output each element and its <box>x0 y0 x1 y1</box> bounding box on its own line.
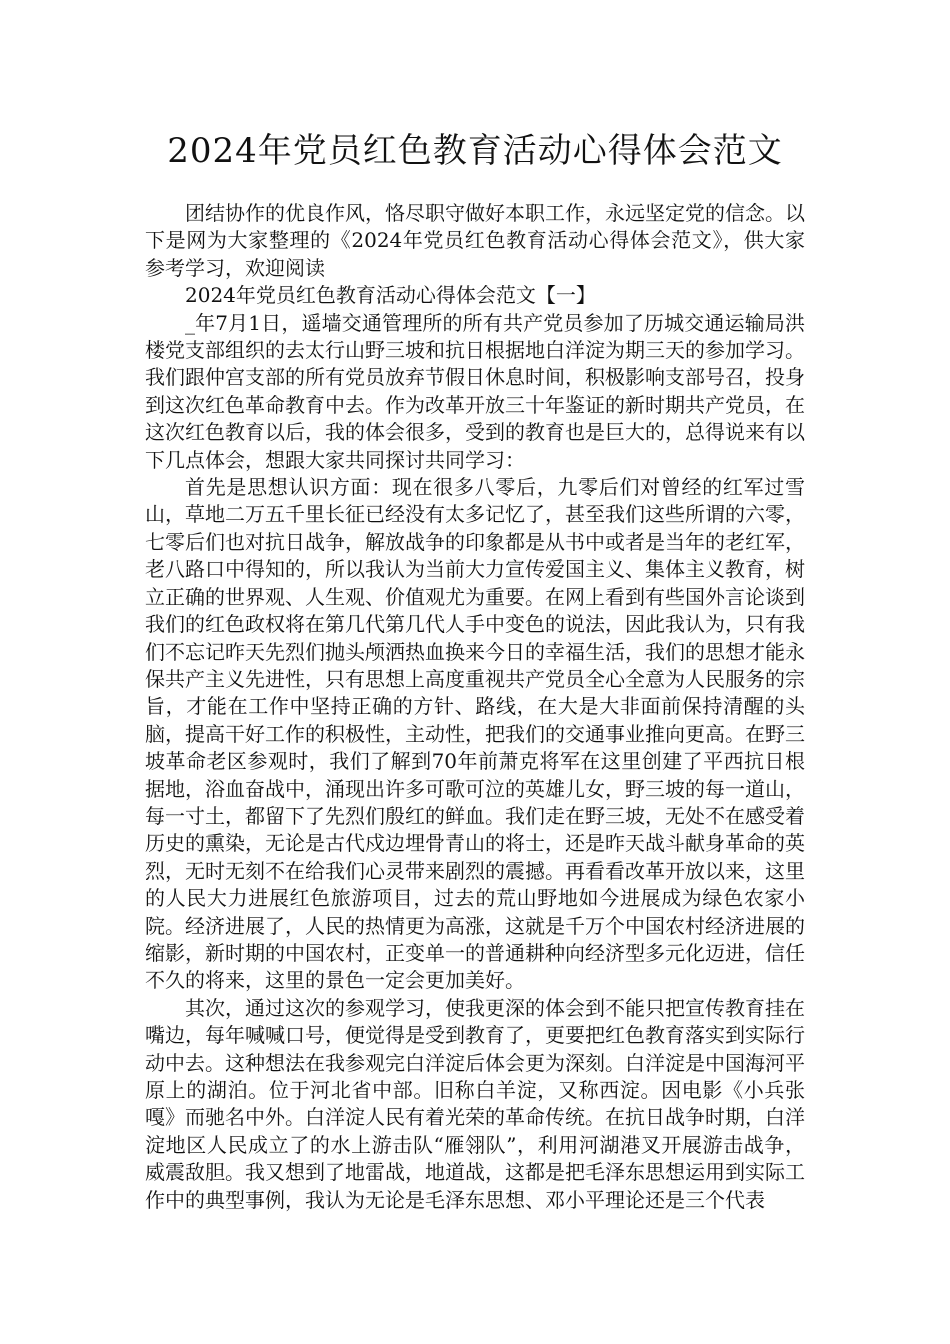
intro-paragraph: 团结协作的优良作风，恪尽职守做好本职工作，永远坚定党的信念。以下是网为大家整理的《2024年党员红色教育活动心得体会范文》，供大家参考学习，欢迎阅读 <box>145 201 805 280</box>
body-paragraph-3: 其次，通过这次的参观学习，使我更深的体会到不能只把宣传教育挂在嘴边，每年喊喊口号，便觉得是受到教育了，更要把红色教育落实到实际行动中去。这种想法在我参观完白洋淀后体会更为深刻。白洋淀是中国海河平原上的湖泊。位于河北省中部。旧称白羊淀，又称西淀。因电影《小兵张嘎》而驰名中外。白洋淀人民有着光荣的革命传统。在抗日战争时期，白洋淀地区人民成立了的水上游击队“雁翎队”，利用河湖港叉开展游击战争，威震敌胆。我又想到了地雷战，地道战，这都是把毛泽东思想运用到实际工作中的典型事例，我认为无论是毛泽东思想、邓小平理论还是三个代表 <box>145 995 805 1212</box>
body-paragraph-1: _年7月1日，遥墙交通管理所的所有共产党员参加了历城交通运输局洪楼党支部组织的去太行山野三坡和抗日根据地白洋淀为期三天的参加学习。我们跟仲宫支部的所有党员放弃节假日休息时间，积极影响支部号召，投身到这次红色革命教育中去。作为改革开放三十年鉴证的新时期共产党员，在这次红色教育以后，我的体会很多，受到的教育也是巨大的，总得说来有以下几点体会，想跟大家共同探讨共同学习： <box>145 310 805 472</box>
document-title: 2024年党员红色教育活动心得体会范文 <box>167 131 783 171</box>
section-heading: 2024年党员红色教育活动心得体会范文【一】 <box>185 283 596 308</box>
body-paragraph-2: 首先是思想认识方面：现在很多八零后，九零后们对曾经的红军过雪山，草地二万五千里长征已经没有太多记忆了，甚至我们这些所谓的六零，七零后们也对抗日战争，解放战争的印象都是从书中或者是当年的老红军，老八路口中得知的，所以我认为当前大力宣传爱国主义、集体主义教育，树立正确的世界观、人生观、价值观尤为重要。在网上看到有些国外言论谈到我们的红色政权将在第几代第几代人手中变色的说法，因此我认为，只有我们不忘记昨天先烈们抛头颅洒热血换来今日的幸福生活，我们的思想才能永保共产主义先进性，只有思想上高度重视共产党员全心全意为人民服务的宗旨，才能在工作中坚持正确的方针、路线，在大是大非面前保持清醒的头脑，提高干好工作的积极性，主动性，把我们的交通事业推向更高。在野三坡革命老区参观时，我们了解到70年前萧克将军在这里创建了平西抗日根据地，浴血奋战中，涌现出许多可歌可泣的英雄儿女，野三坡的每一道山，每一寸土，都留下了先烈们殷红的鲜血。我们走在野三坡，无处不在感受着历史的熏染，无论是古代戍边埋骨青山的将士，还是昨天战斗献身革命的英烈，无时无刻不在给我们心灵带来剧烈的震撼。再看看改革开放以来，这里的人民大力进展红色旅游项目，过去的荒山野地如今进展成为绿色农家小院。经济进展了，人民的热情更为高涨，这就是千万个中国农村经济进展的缩影，新时期的中国农村，正变单一的普通耕种向经济型多元化迈进，信任不久的将来，这里的景色一定会更加美好。 <box>145 475 805 993</box>
document-body <box>145 200 805 1214</box>
